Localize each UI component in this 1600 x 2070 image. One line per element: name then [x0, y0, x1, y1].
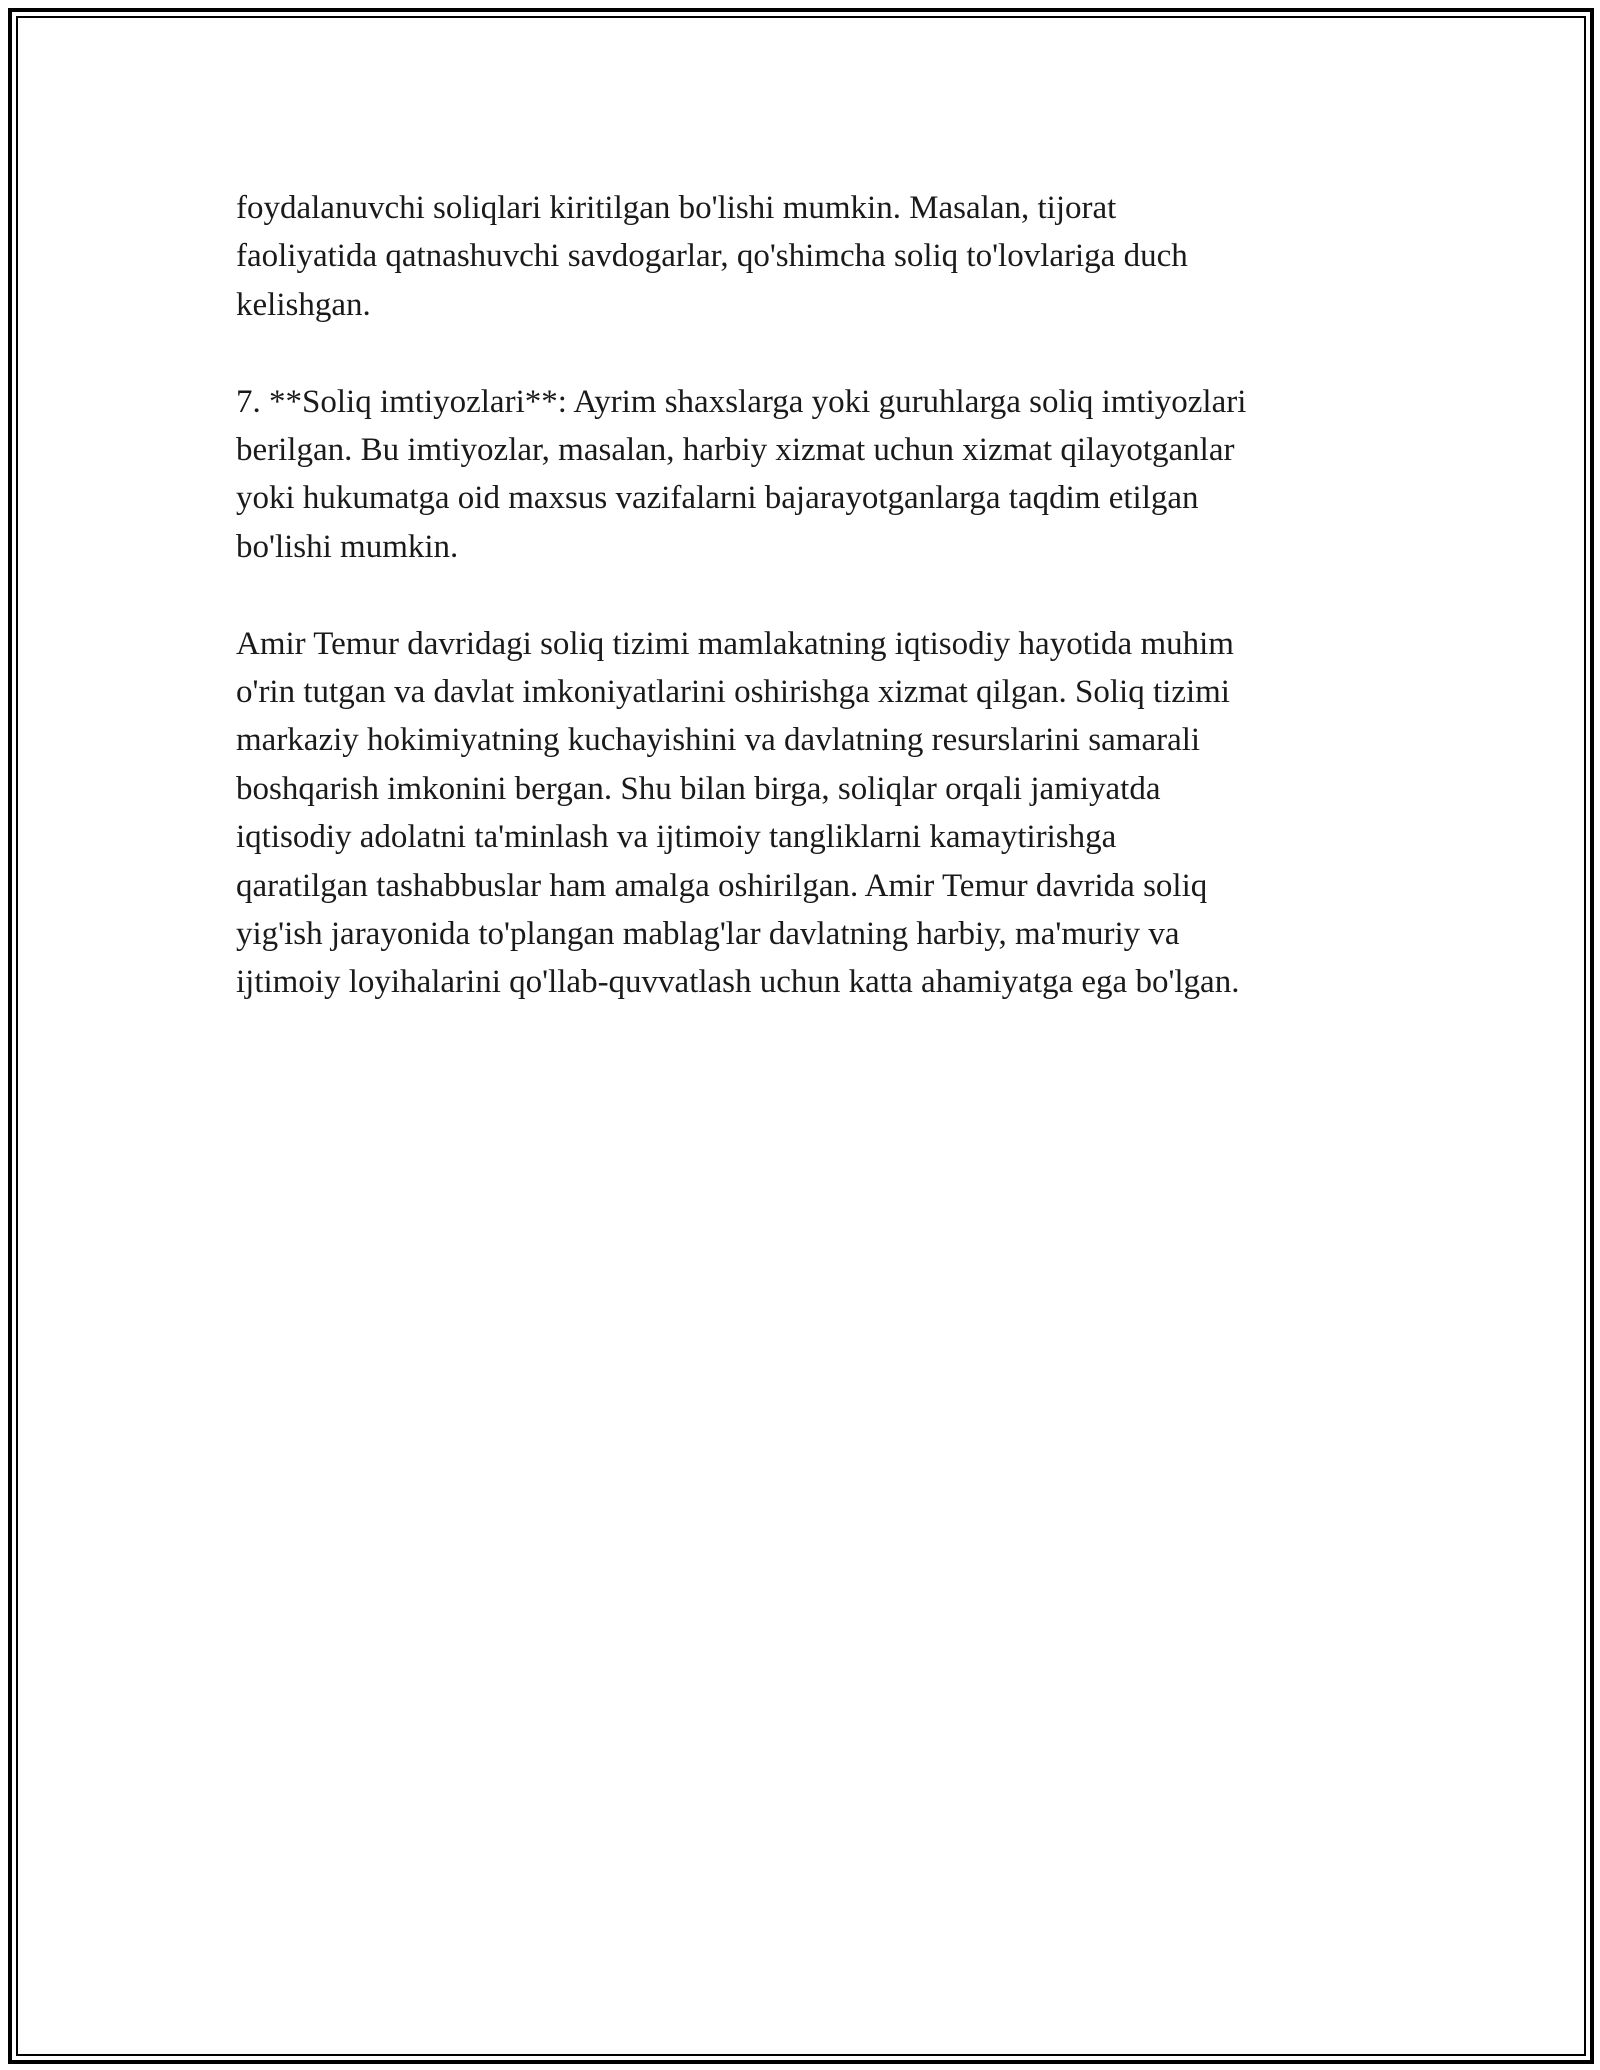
text-line: bo'lishi mumkin. [236, 528, 459, 565]
text-line: qaratilgan tashabbuslar ham amalga oshirilgan. Amir Temur davrida soliq [236, 867, 1208, 904]
text-line: yoki hukumatga oid maxsus vazifalarni bajarayotganlarga taqdim etilgan [236, 480, 1199, 517]
text-line: kelishgan. [236, 286, 371, 323]
text-line: 7. **Soliq imtiyozlari**: Ayrim shaxslarga yoki guruhlarga soliq imtiyozlari [236, 383, 1247, 420]
text-line: ijtimoiy loyihalarini qo'llab-quvvatlash uchun katta ahamiyatga ega bo'lgan. [236, 964, 1240, 1001]
text-line: markaziy hokimiyatning kuchayishini va davlatning resurslarini samarali [236, 722, 1201, 759]
text-line: foydalanuvchi soliqlari kiritilgan bo'lishi mumkin. Masalan, tijorat [236, 190, 1117, 226]
text-line: boshqarish imkonini bergan. Shu bilan birga, soliqlar orqali jamiyatda [236, 770, 1161, 807]
paragraph-3 [236, 620, 1396, 1007]
paragraph-2 [236, 378, 1396, 572]
text-line: berilgan. Bu imtiyozlar, masalan, harbiy xizmat uchun xizmat qilayotganlar [236, 432, 1235, 469]
text-line: iqtisodiy adolatni ta'minlash va ijtimoiy tangliklarni kamaytirishga [236, 819, 1117, 856]
text-line: yig'ish jarayonida to'plangan mablag'lar davlatning harbiy, ma'muriy va [236, 916, 1180, 953]
document-body [236, 184, 1396, 1055]
text-line: faoliyatida qatnashuvchi savdogarlar, qo'shimcha soliq to'lovlariga duch [236, 238, 1188, 275]
text-line: Amir Temur davridagi soliq tizimi mamlakatning iqtisodiy hayotida muhim [236, 625, 1234, 662]
paragraph-1 [236, 184, 1396, 329]
text-line: o'rin tutgan va davlat imkoniyatlarini oshirishga xizmat qilgan. Soliq tizimi [236, 674, 1230, 711]
